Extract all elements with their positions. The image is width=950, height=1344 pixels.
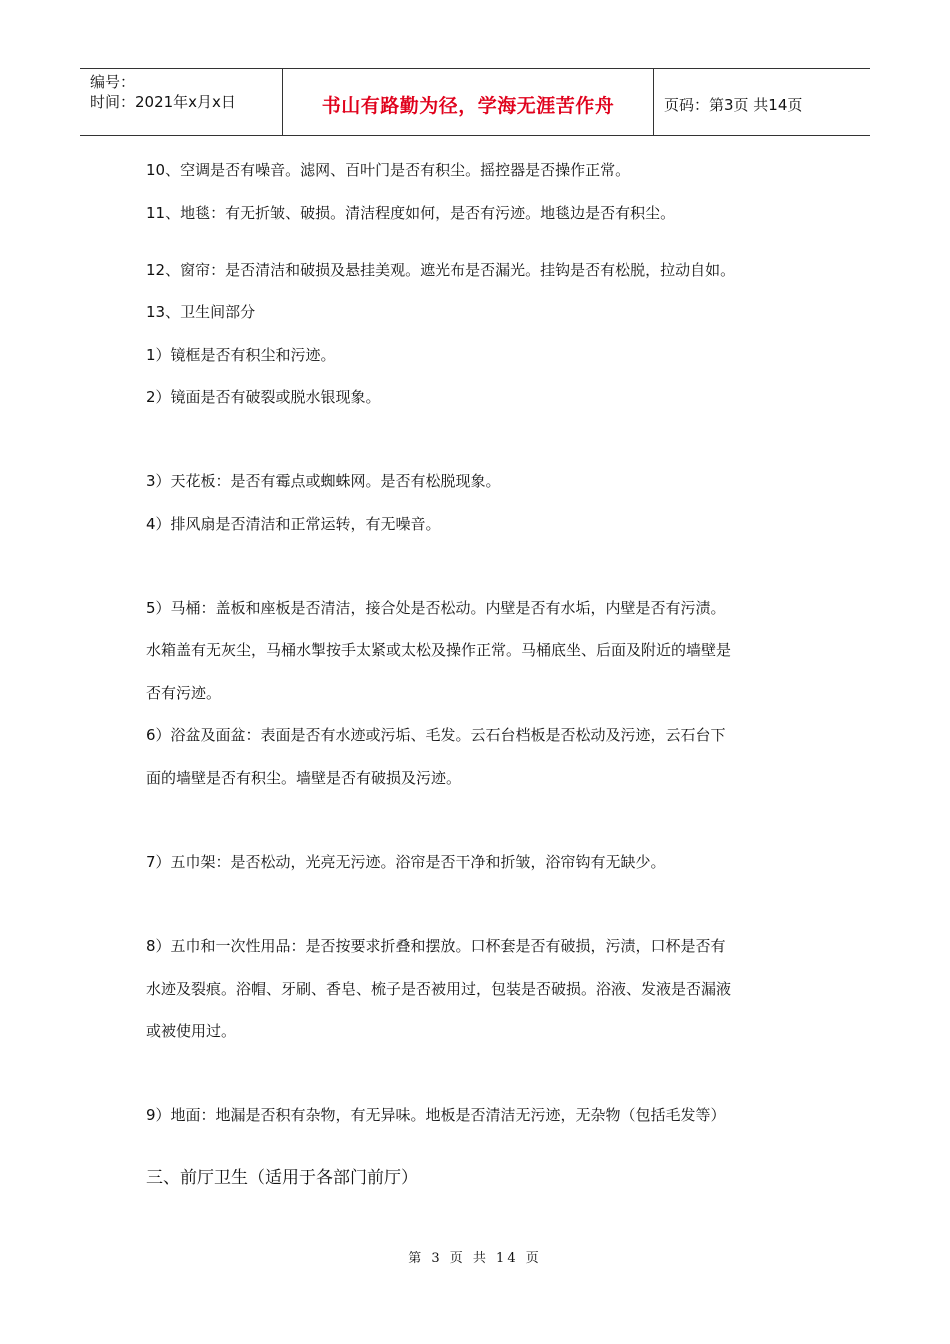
header-number-label: 编号： [90, 73, 136, 91]
body-line: 12、窗帘：是否清洁和破损及悬挂美观。遮光布是否漏光。挂钩是否有松脱，拉动自如。 [146, 261, 736, 279]
page-header [80, 68, 870, 136]
body-line: 水箱盖有无灰尘，马桶水掣按手太紧或太松及操作正常。马桶底坐、后面及附近的墙壁是 [146, 641, 732, 659]
page-footer: 第 3 页 共 14 页 [408, 1251, 542, 1266]
body-line: 1）镜框是否有积尘和污迹。 [146, 346, 336, 364]
body-line: 3）天花板：是否有霉点或蜘蛛网。是否有松脱现象。 [146, 472, 501, 490]
body-line: 水迹及裂痕。浴帽、牙刷、香皂、梳子是否被用过，包装是否破损。浴液、发液是否漏液 [146, 980, 732, 998]
body-line: 7）五巾架：是否松动，光亮无污迹。浴帘是否干净和折皱，浴帘钩有无缺少。 [146, 853, 666, 871]
header-page-info: 页码：第3页 共14页 [664, 95, 803, 114]
body-line: 4）排风扇是否清洁和正常运转，有无噪音。 [146, 515, 441, 533]
body-line: 否有污迹。 [146, 684, 222, 702]
header-meta [80, 69, 282, 135]
body-line: 或被使用过。 [146, 1022, 237, 1040]
body-line: 6）浴盆及面盆：表面是否有水迹或污垢、毛发。云石台档板是否松动及污迹，云石台下 [146, 726, 726, 744]
body-line: 9）地面：地漏是否积有杂物，有无异味。地板是否清洁无污迹，无杂物（包括毛发等） [146, 1106, 726, 1124]
header-motto-cell [282, 69, 654, 135]
header-page-info-cell [654, 69, 870, 135]
header-motto: 书山有路勤为径，学海无涯苦作舟 [321, 94, 615, 117]
body-line: 11、地毯：有无折皱、破损。清洁程度如何，是否有污迹。地毯边是否有积尘。 [146, 204, 676, 222]
body-line: 2）镜面是否有破裂或脱水银现象。 [146, 388, 381, 406]
section-heading: 三、前厅卫生（适用于各部门前厅） [146, 1168, 418, 1188]
body-line: 10、空调是否有噪音。滤网、百叶门是否有积尘。摇控器是否操作正常。 [146, 161, 631, 179]
body-line: 8）五巾和一次性用品：是否按要求折叠和摆放。口杯套是否有破损，污渍，口杯是否有 [146, 937, 726, 955]
header-time-label: 时间：2021年x月x日 [90, 93, 236, 111]
body-line: 5）马桶：盖板和座板是否清洁，接合处是否松动。内壁是否有水垢，内壁是否有污渍。 [146, 599, 726, 617]
body-line: 面的墙壁是否有积尘。墙壁是否有破损及污迹。 [146, 769, 462, 787]
body-line: 13、卫生间部分 [146, 303, 256, 321]
